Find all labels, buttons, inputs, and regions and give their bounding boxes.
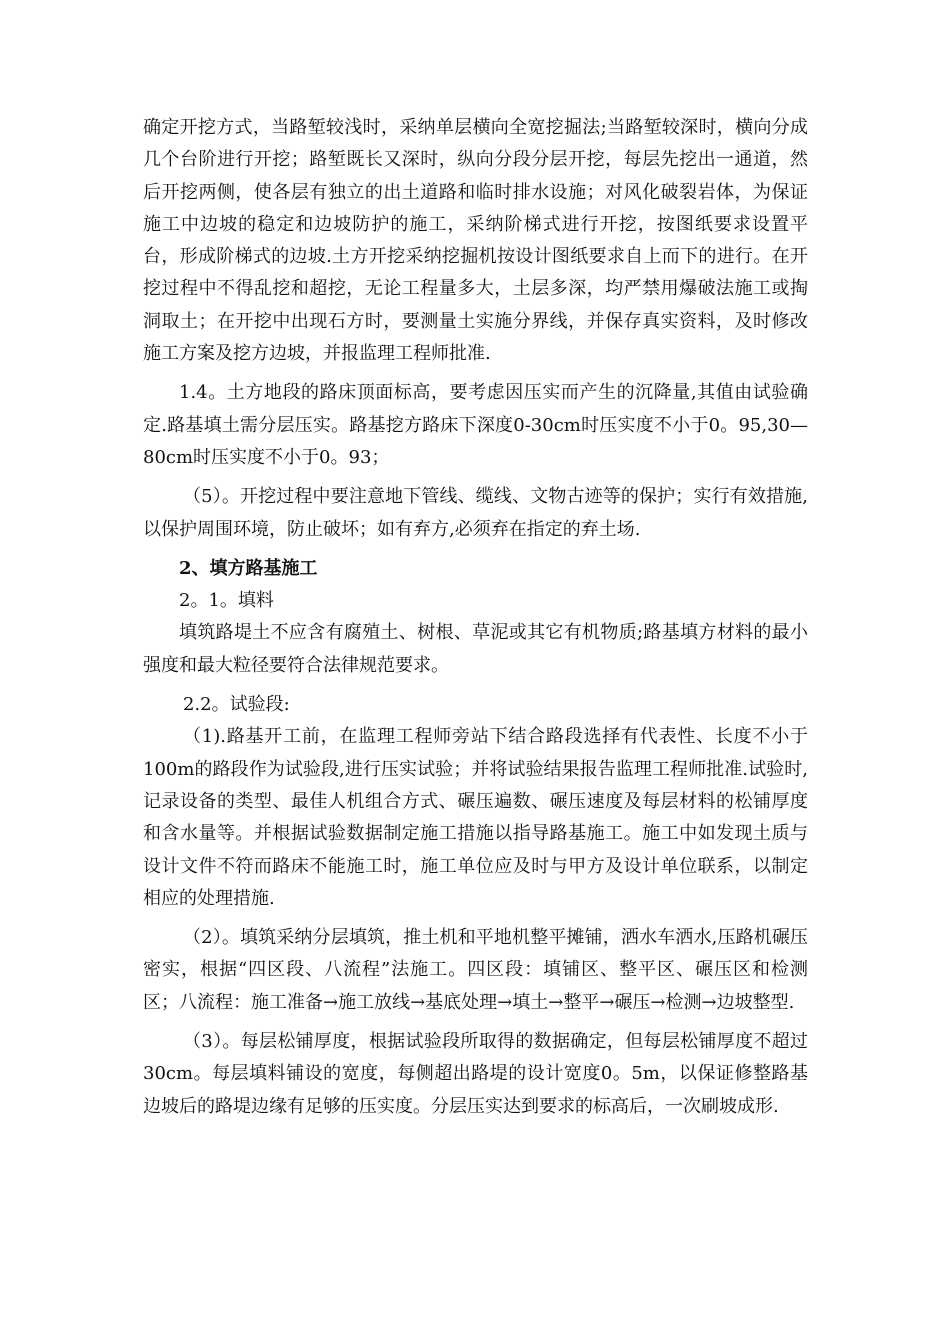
subheading-2-1-fill-material: 2。1。填料 — [179, 590, 274, 612]
section-heading-fill-subgrade: 2、填方路基施工 — [179, 557, 318, 579]
paragraph-fill-material: 填筑路堤土不应含有腐殖土、树根、草泥或其它有机物质;路基填方材料的最小强度和最大粒径要符合法律规范要求。 — [143, 622, 808, 676]
paragraph-5-protection: （5）。开挖过程中要注意地下管线、缆线、文物古迹等的保护；实行有效措施,以保护周围环境，防止破坏；如有弃方,必须弃在指定的弃土场. — [143, 486, 808, 540]
paragraph-3-loose-thickness: （3）。每层松铺厚度，根据试验段所取得的数据确定，但每层松铺厚度不超过30cm。每层填料铺设的宽度，每侧超出路堤的设计宽度0。5m，以保证修整路基边坡后的路堤边缘有足够的压实度。分层压实达到要求的标高后，一次刷坡成形. — [143, 1031, 808, 1117]
paragraph-1-4-subgrade-elevation: 1.4。土方地段的路床顶面标高，要考虑因压实而产生的沉降量,其值由试验确定.路基填土需分层压实。路基挖方路床下深度0-30cm时压实度不小于0。95,30—80cm时压实度不小于0。93； — [143, 382, 808, 468]
subheading-2-2-test-section: 2.2。试验段: — [183, 694, 290, 716]
paragraph-2-layered-filling: （2）。填筑采纳分层填筑，推土机和平地机整平摊铺，洒水车洒水,压路机碾压密实，根据“四区段、八流程”法施工。四区段：填铺区、整平区、碾压区和检测区；八流程：施工准备→施工放线→基底处理→填土→整平→碾压→检测→边坡整型. — [143, 927, 808, 1013]
document-page — [143, 112, 808, 1123]
paragraph-1-test-section: （1).路基开工前，在监理工程师旁站下结合路段选择有代表性、长度不小于100m的路段作为试验段,进行压实试验；并将试验结果报告监理工程师批准.试验时,记录设备的类型、最佳人机组合方式、碾压遍数、碾压速度及每层材料的松铺厚度和含水量等。并根据试验数据制定施工措施以指导路基施工。施工中如发现土质与设计文件不符而路床不能施工时，施工单位应及时与甲方及设计单位联系，以制定相应的处理措施. — [143, 726, 808, 909]
paragraph-excavation-method: 确定开挖方式，当路堑较浅时，采纳单层横向全宽挖掘法;当路堑较深时，横向分成几个台阶进行开挖；路堑既长又深时，纵向分段分层开挖，每层先挖出一通道，然后开挖两侧，使各层有独立的出土道路和临时排水设施；对风化破裂岩体，为保证施工中边坡的稳定和边坡防护的施工，采纳阶梯式进行开挖，按图纸要求设置平台，形成阶梯式的边坡.土方开挖采纳挖掘机按设计图纸要求自上而下的进行。在开挖过程中不得乱挖和超挖，无论工程量多大，土层多深，均严禁用爆破法施工或掏洞取土；在开挖中出现石方时，要测量土实施分界线，并保存真实资料，及时修改施工方案及挖方边坡，并报监理工程师批准. — [143, 117, 808, 365]
